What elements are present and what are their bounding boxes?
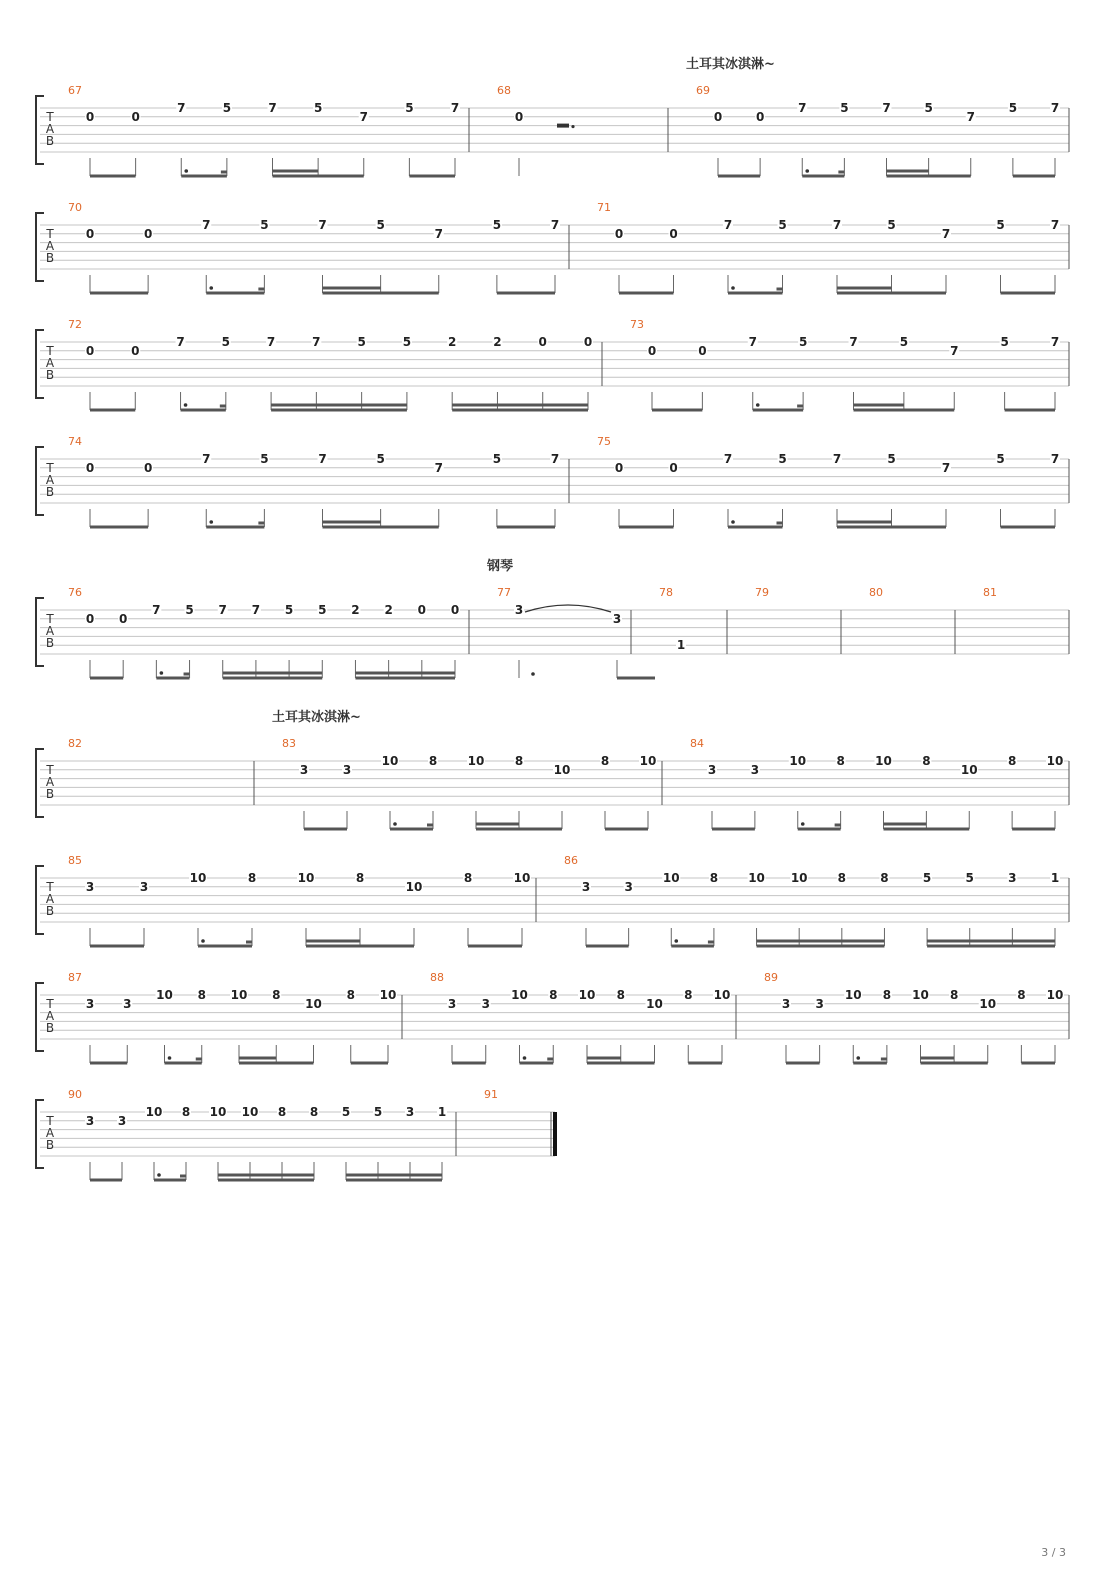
tab-clef-a: A <box>45 239 55 253</box>
fret-number: 8 <box>709 871 719 885</box>
fret-number: 8 <box>882 988 892 1002</box>
fret-number: 3 <box>299 762 309 777</box>
measure <box>690 737 1064 829</box>
fret-number: 8 <box>181 1105 191 1119</box>
measure-number: 79 <box>755 586 769 599</box>
tab-system <box>36 854 1069 946</box>
fret-number: 5 <box>222 101 232 115</box>
fret-number: 7 <box>268 101 277 115</box>
fret-number: 0 <box>669 226 678 241</box>
tab-clef-t: T <box>46 461 54 475</box>
measure-number: 80 <box>869 586 883 599</box>
fret-number: 10 <box>789 754 807 768</box>
measure-number: 78 <box>659 586 673 599</box>
tab-clef-b: B <box>45 485 55 499</box>
tab-system <box>36 435 1069 527</box>
tab-clef-t: T <box>46 763 54 777</box>
fret-number: 8 <box>346 988 355 1002</box>
tab-clef-a: A <box>45 1126 55 1140</box>
fret-number: 8 <box>309 1105 319 1119</box>
fret-number: 10 <box>305 996 322 1011</box>
tab-clef-a: A <box>45 624 55 638</box>
system-bracket <box>36 983 44 1051</box>
system-bracket <box>36 749 44 817</box>
fret-number: 5 <box>376 218 385 232</box>
measure <box>597 201 1060 293</box>
fret-number: 8 <box>428 754 438 768</box>
fret-number: 8 <box>355 871 365 885</box>
fret-number: 5 <box>778 218 787 232</box>
fret-number: 10 <box>189 871 207 885</box>
measure <box>630 318 1060 410</box>
tab-clef-t: T <box>46 880 54 894</box>
tab-system <box>36 318 1069 410</box>
dot <box>157 1173 161 1177</box>
dot <box>805 169 809 173</box>
system-bracket <box>36 866 44 934</box>
fret-number: 8 <box>1007 754 1017 768</box>
system-bracket <box>36 598 44 666</box>
tab-system <box>36 1088 555 1180</box>
dot <box>756 403 760 407</box>
fret-number: 7 <box>152 603 161 617</box>
fret-number: 7 <box>941 226 951 241</box>
fret-number: 2 <box>493 335 502 349</box>
measure <box>430 971 731 1063</box>
fret-number: 8 <box>197 988 206 1002</box>
fret-number: 5 <box>996 218 1005 232</box>
measure <box>869 586 883 599</box>
fret-number: 7 <box>202 218 211 232</box>
tab-clef-a: A <box>45 892 55 906</box>
measure <box>484 1088 498 1101</box>
fret-number: 8 <box>600 754 610 768</box>
tab-clef-b: B <box>45 787 55 801</box>
fret-number: 10 <box>662 871 680 885</box>
measure <box>983 586 997 599</box>
tab-system <box>36 84 1069 176</box>
fret-number: 1 <box>437 1105 447 1119</box>
fret-number: 8 <box>836 754 845 768</box>
fret-number: 5 <box>492 218 502 232</box>
tab-system <box>36 971 1069 1063</box>
fret-number: 0 <box>514 109 524 124</box>
tab-system <box>36 586 1069 678</box>
fret-number: 5 <box>965 871 974 885</box>
measure <box>764 971 1064 1063</box>
dot <box>209 520 213 524</box>
fret-number: 8 <box>272 988 281 1002</box>
fret-number: 7 <box>251 603 261 617</box>
measure-number: 84 <box>690 737 704 750</box>
fret-number: 5 <box>924 101 933 115</box>
fret-number: 7 <box>359 109 368 124</box>
fret-number: 5 <box>922 871 932 885</box>
fret-number: 5 <box>778 452 787 466</box>
fret-number: 3 <box>1008 871 1017 885</box>
fret-number: 3 <box>612 611 622 626</box>
fret-number: 8 <box>277 1105 287 1119</box>
dot <box>209 286 213 290</box>
measure <box>497 84 575 176</box>
fret-number: 10 <box>639 754 657 768</box>
dot <box>523 1056 527 1060</box>
fret-number: 0 <box>85 460 95 475</box>
fret-number: 10 <box>467 754 485 768</box>
dot <box>801 822 805 826</box>
measure-number: 85 <box>68 854 82 867</box>
measure-number: 87 <box>68 971 82 984</box>
fret-number: 10 <box>646 996 663 1011</box>
fret-number: 5 <box>185 603 194 617</box>
fret-number: 5 <box>284 603 294 617</box>
fret-number: 7 <box>941 460 951 475</box>
fret-number: 7 <box>882 101 891 115</box>
system-bracket <box>36 330 44 398</box>
dot <box>731 520 735 524</box>
fret-number: 8 <box>616 988 625 1002</box>
page-number: 3 / 3 <box>1041 1546 1066 1559</box>
fret-number: 7 <box>748 335 757 349</box>
fret-number: 3 <box>624 879 633 894</box>
fret-number: 8 <box>1017 988 1026 1002</box>
tab-clef-a: A <box>45 1009 55 1023</box>
fret-number: 8 <box>880 871 889 885</box>
tab-clef-b: B <box>45 251 55 265</box>
fret-number: 0 <box>538 335 547 349</box>
fret-number: 10 <box>790 871 808 885</box>
fret-number: 0 <box>669 460 678 475</box>
fret-number: 7 <box>1050 218 1060 232</box>
tab-clef-a: A <box>45 122 55 136</box>
fret-number: 8 <box>922 754 931 768</box>
fret-number: 5 <box>357 335 366 349</box>
fret-number: 7 <box>450 101 460 115</box>
fret-number: 5 <box>313 101 323 115</box>
measure-number: 90 <box>68 1088 82 1101</box>
measure <box>68 84 460 176</box>
dot <box>393 822 397 826</box>
measure <box>564 854 1060 946</box>
measure-number: 72 <box>68 318 82 331</box>
tab-clef-b: B <box>45 368 55 382</box>
fret-number: 0 <box>755 109 765 124</box>
fret-number: 10 <box>844 988 862 1002</box>
fret-number: 0 <box>713 109 723 124</box>
measure-number: 69 <box>696 84 710 97</box>
fret-number: 0 <box>647 343 657 358</box>
fret-number: 5 <box>887 218 896 232</box>
fret-number: 7 <box>798 101 807 115</box>
tab-clef-t: T <box>46 227 54 241</box>
fret-number: 8 <box>949 988 959 1002</box>
measure-number: 77 <box>497 586 511 599</box>
fret-number: 0 <box>698 343 707 358</box>
fret-number: 0 <box>131 109 140 124</box>
dot <box>184 403 188 407</box>
fret-number: 3 <box>750 762 760 777</box>
fret-number: 5 <box>260 452 269 466</box>
fret-number: 5 <box>260 218 269 232</box>
fret-number: 7 <box>832 452 842 466</box>
measure-number: 75 <box>597 435 611 448</box>
fret-number: 7 <box>1050 452 1060 466</box>
fret-number: 3 <box>139 879 149 894</box>
fret-number: 5 <box>899 335 909 349</box>
measure-number: 91 <box>484 1088 498 1101</box>
fret-number: 7 <box>176 335 185 349</box>
fret-number: 0 <box>583 335 593 349</box>
fret-number: 2 <box>448 335 457 349</box>
fret-number: 3 <box>85 1113 95 1128</box>
fret-number: 3 <box>447 996 457 1011</box>
measure-number: 88 <box>430 971 444 984</box>
fret-number: 5 <box>492 452 502 466</box>
fret-number: 8 <box>549 988 558 1002</box>
section-label: 钢琴 <box>487 559 514 574</box>
dot <box>168 1056 172 1060</box>
fret-number: 7 <box>950 343 959 358</box>
dot <box>531 672 535 676</box>
fret-number: 8 <box>514 754 524 768</box>
section-label: 土耳其冰淇淋~ <box>686 57 775 72</box>
tab-clef-a: A <box>45 775 55 789</box>
measure <box>68 971 397 1063</box>
tie-arc <box>525 605 611 612</box>
measure-number: 81 <box>983 586 997 599</box>
fret-number: 10 <box>713 988 731 1002</box>
measure-number: 76 <box>68 586 82 599</box>
fret-number: 0 <box>143 226 153 241</box>
fret-number: 7 <box>177 101 186 115</box>
fret-number: 10 <box>511 988 528 1002</box>
fret-number: 10 <box>553 762 571 777</box>
system-bracket <box>36 213 44 281</box>
fret-number: 8 <box>837 871 846 885</box>
measure <box>68 737 82 750</box>
fret-number: 5 <box>798 335 808 349</box>
fret-number: 3 <box>342 762 352 777</box>
measure-number: 86 <box>564 854 578 867</box>
fret-number: 10 <box>960 762 978 777</box>
fret-number: 10 <box>979 996 997 1011</box>
system-bracket <box>36 96 44 164</box>
fret-number: 7 <box>723 452 733 466</box>
fret-number: 10 <box>1046 754 1064 768</box>
fret-number: 3 <box>117 1113 127 1128</box>
fret-number: 5 <box>996 452 1005 466</box>
fret-number: 8 <box>247 871 257 885</box>
fret-number: 10 <box>1046 988 1064 1002</box>
measure-number: 68 <box>497 84 511 97</box>
dot <box>160 671 164 675</box>
system-bracket <box>36 447 44 515</box>
fret-number: 7 <box>202 452 211 466</box>
fret-number: 3 <box>405 1105 415 1119</box>
measure <box>68 318 593 410</box>
measure-number: 89 <box>764 971 778 984</box>
section-label: 土耳其冰淇淋~ <box>272 710 361 725</box>
dot <box>201 939 205 943</box>
tab-clef-t: T <box>46 612 54 626</box>
tab-clef-t: T <box>46 344 54 358</box>
dot <box>731 286 735 290</box>
dot <box>184 169 188 173</box>
tab-clef-b: B <box>45 636 55 650</box>
fret-number: 5 <box>1008 101 1018 115</box>
fret-number: 3 <box>481 996 490 1011</box>
fret-number: 10 <box>230 988 248 1002</box>
fret-number: 10 <box>297 871 315 885</box>
fret-number: 0 <box>417 603 426 617</box>
fret-number: 5 <box>341 1105 351 1119</box>
fret-number: 0 <box>85 343 95 358</box>
fret-number: 10 <box>379 988 397 1002</box>
measure <box>68 435 560 527</box>
dot <box>856 1056 860 1060</box>
tab-clef-t: T <box>46 110 54 124</box>
fret-number: 2 <box>384 603 393 617</box>
fret-number: 0 <box>143 460 153 475</box>
fret-number: 8 <box>463 871 473 885</box>
fret-number: 5 <box>221 335 230 349</box>
measure <box>68 1088 447 1180</box>
fret-number: 7 <box>318 218 327 232</box>
measure-number: 70 <box>68 201 82 214</box>
fret-number: 10 <box>748 871 765 885</box>
fret-number: 10 <box>209 1105 227 1119</box>
measure-number: 71 <box>597 201 611 214</box>
fret-number: 0 <box>450 603 460 617</box>
fret-number: 7 <box>434 460 443 475</box>
fret-number: 7 <box>832 218 842 232</box>
fret-number: 10 <box>381 754 399 768</box>
fret-number: 0 <box>119 611 128 626</box>
measure-number: 73 <box>630 318 644 331</box>
fret-number: 0 <box>131 343 140 358</box>
tab-clef-t: T <box>46 1114 54 1128</box>
fret-number: 5 <box>1000 335 1009 349</box>
fret-number: 5 <box>318 603 327 617</box>
fret-number: 7 <box>550 452 560 466</box>
tab-clef-b: B <box>45 904 55 918</box>
fret-number: 3 <box>581 879 591 894</box>
fret-number: 8 <box>684 988 693 1002</box>
fret-number: 7 <box>723 218 733 232</box>
measure <box>68 854 531 946</box>
fret-number: 1 <box>676 638 686 653</box>
fret-number: 10 <box>241 1105 259 1119</box>
measure <box>68 586 460 678</box>
tab-system <box>36 201 1069 293</box>
fret-number: 3 <box>85 996 95 1011</box>
fret-number: 7 <box>218 603 227 617</box>
fret-number: 2 <box>351 603 360 617</box>
fret-number: 5 <box>887 452 896 466</box>
fret-number: 5 <box>376 452 385 466</box>
fret-number: 5 <box>373 1105 383 1119</box>
fret-number: 7 <box>550 218 560 232</box>
fret-number: 0 <box>85 109 95 124</box>
fret-number: 7 <box>1050 335 1060 349</box>
dot <box>674 939 678 943</box>
fret-number: 5 <box>402 335 412 349</box>
fret-number: 7 <box>966 109 975 124</box>
measure <box>282 737 657 829</box>
fret-number: 5 <box>405 101 414 115</box>
fret-number: 10 <box>875 754 892 768</box>
tab-clef-b: B <box>45 1021 55 1035</box>
tab-system <box>36 737 1069 829</box>
fret-number: 10 <box>156 988 173 1002</box>
fret-number: 0 <box>85 226 95 241</box>
fret-number: 5 <box>840 101 849 115</box>
fret-number: 3 <box>514 603 524 617</box>
fret-number: 3 <box>781 996 791 1011</box>
measure-number: 74 <box>68 435 82 448</box>
fret-number: 7 <box>312 335 321 349</box>
fret-number: 7 <box>434 226 443 241</box>
tab-clef-a: A <box>45 473 55 487</box>
rest-dot <box>571 125 574 128</box>
fret-number: 10 <box>578 988 596 1002</box>
measure <box>696 84 1060 176</box>
tab-clef-b: B <box>45 134 55 148</box>
fret-number: 3 <box>815 996 824 1011</box>
fret-number: 7 <box>849 335 858 349</box>
fret-number: 1 <box>1050 871 1060 885</box>
fret-number: 3 <box>707 762 717 777</box>
tab-clef-b: B <box>45 1138 55 1152</box>
half-rest <box>557 124 569 128</box>
fret-number: 10 <box>145 1105 163 1119</box>
measure <box>755 586 769 599</box>
tab-clef-a: A <box>45 356 55 370</box>
fret-number: 10 <box>405 879 423 894</box>
measure-number: 83 <box>282 737 296 750</box>
fret-number: 0 <box>85 611 95 626</box>
fret-number: 0 <box>614 226 624 241</box>
fret-number: 3 <box>85 879 95 894</box>
fret-number: 3 <box>123 996 132 1011</box>
measure <box>597 435 1060 527</box>
measure-number: 82 <box>68 737 82 750</box>
fret-number: 7 <box>318 452 327 466</box>
system-bracket <box>36 1100 44 1168</box>
fret-number: 10 <box>912 988 929 1002</box>
measure-number: 67 <box>68 84 82 97</box>
fret-number: 7 <box>266 335 276 349</box>
fret-number: 0 <box>614 460 624 475</box>
measure <box>68 201 560 293</box>
fret-number: 7 <box>1050 101 1060 115</box>
tab-clef-t: T <box>46 997 54 1011</box>
fret-number: 10 <box>513 871 531 885</box>
